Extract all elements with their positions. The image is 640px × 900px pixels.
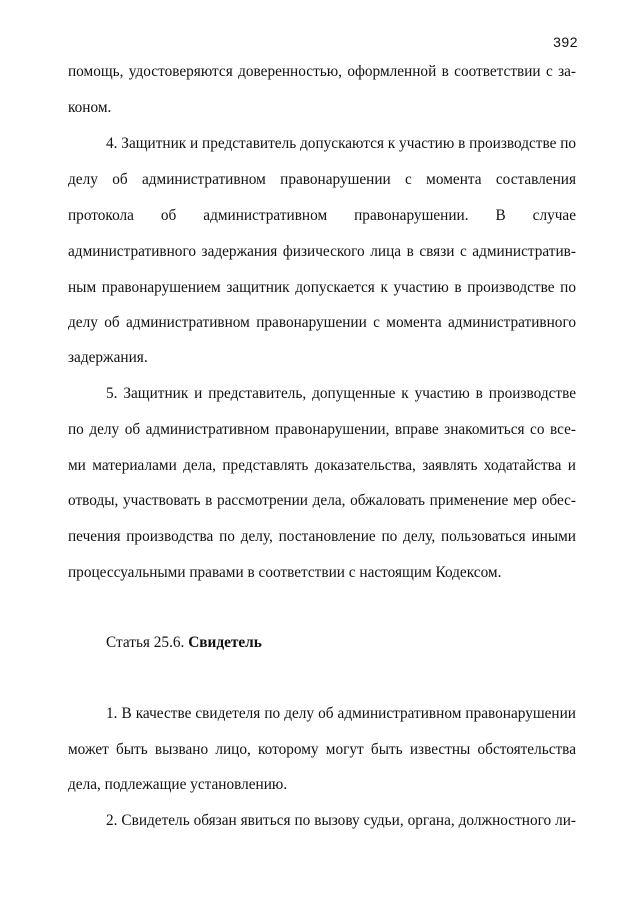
text-line: делу об административном правонарушении с момента составления bbox=[68, 171, 576, 188]
text-line: может быть вызвано лицо, которому могут быть известны обстоятельства bbox=[68, 741, 576, 758]
paragraph-5-start: 5. Защитник и представитель, допущенные к участию в производстве bbox=[106, 385, 576, 402]
article-paragraph-1-start: 1. В качестве свидетеля по делу об административном правонарушении bbox=[106, 705, 576, 722]
text-line: коном. bbox=[68, 99, 112, 116]
article-paragraph-2-start: 2. Свидетель обязан явиться по вызову судьи, органа, должностного ли- bbox=[106, 812, 576, 829]
text-line: по делу об административном правонарушении, вправе знакомиться со все- bbox=[68, 421, 576, 438]
text-line: ми материалами дела, представлять доказательства, заявлять ходатайства и bbox=[68, 457, 576, 474]
page-number: 392 bbox=[553, 34, 578, 50]
text-line: задержания. bbox=[68, 349, 148, 366]
text-line: печения производства по делу, постановление по делу, пользоваться иными bbox=[68, 528, 576, 545]
text-line: помощь, удостоверяются доверенностью, оформленной в соответствии с за- bbox=[68, 63, 576, 80]
text-line: отводы, участвовать в рассмотрении дела, обжаловать применение мер обес- bbox=[68, 492, 576, 509]
text-line: процессуальными правами в соответствии с настоящим Кодексом. bbox=[68, 564, 502, 581]
text-line: административного задержания физического лица в связи с административ- bbox=[68, 243, 576, 260]
text-line: дела, подлежащие установлению. bbox=[68, 776, 288, 793]
text-line: делу об административном правонарушении с момента административного bbox=[68, 314, 576, 331]
article-title: Свидетель bbox=[188, 634, 262, 651]
article-heading bbox=[106, 633, 576, 653]
text-line: протокола об административном правонарушении. В случае bbox=[68, 207, 576, 224]
paragraph-4-start: 4. Защитник и представитель допускаются к участию в производстве по bbox=[106, 135, 577, 152]
article-number: Статья 25.6. bbox=[106, 634, 189, 651]
text-line: ным правонарушением защитник допускается к участию в производстве по bbox=[68, 279, 576, 296]
